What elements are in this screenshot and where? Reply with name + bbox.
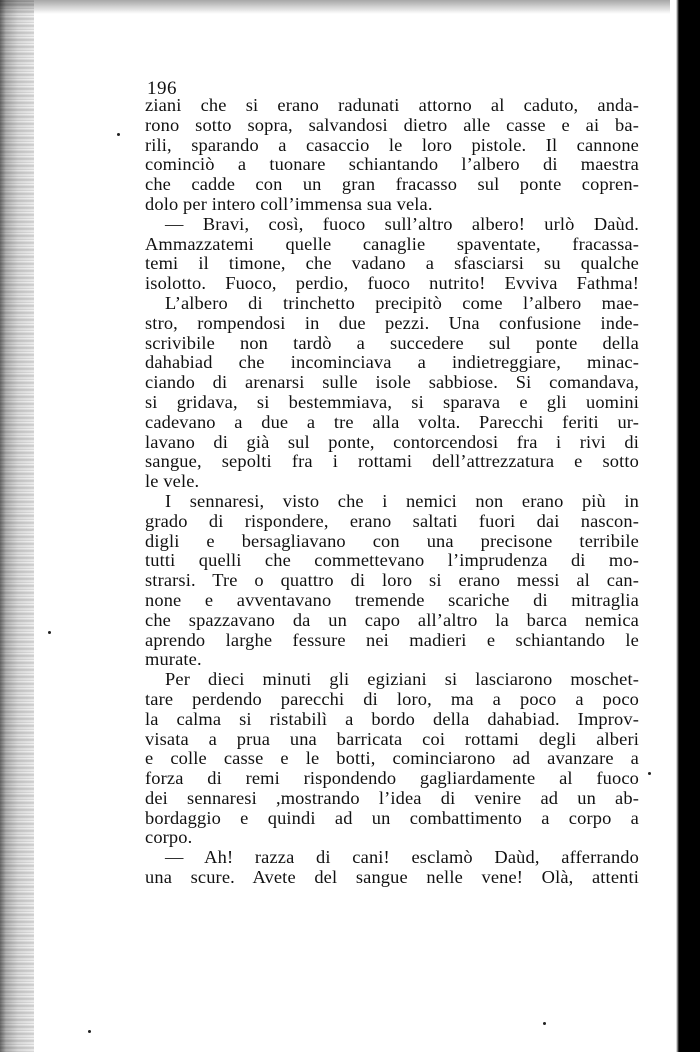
scan-speck — [88, 1030, 91, 1033]
text-line: la calma si ristabilì a bordo della dahabiad. Improv- — [145, 708, 639, 729]
text-line: grado di rispondere, erano saltati fuori dai nascon- — [145, 510, 639, 531]
text-line: Ammazzatemi quelle canaglie spaventate, fracassa- — [145, 233, 639, 254]
scan-speck — [48, 631, 51, 634]
text-line: lavano di già sul ponte, contorcendosi fra i rivi di — [145, 431, 639, 452]
text-line: I sennaresi, visto che i nemici non erano più in — [165, 490, 639, 511]
text-line: — Bravi, così, fuoco sull’altro albero! urlò Daùd. — [165, 213, 639, 234]
text-line: visata a prua una barricata coi rottami degli alberi — [145, 728, 639, 749]
text-line: sangue, sepolti fra i rottami dell’attrezzatura e sotto — [145, 451, 639, 472]
text-line: bordaggio e quindi ad un combattimento a corpo a — [145, 807, 639, 828]
text-line: e colle casse e le botti, cominciarono ad avanzare a — [145, 748, 639, 769]
text-line: cominciò a tuonare schiantando l’albero di maestra — [145, 154, 639, 175]
text-line: che spazzavano da un capo all’altro la barca nemica — [145, 609, 639, 630]
page-number: 196 — [147, 78, 177, 99]
text-line: digli e bersagliavano con una precisone terribile — [145, 530, 639, 551]
scan-speck — [543, 1022, 546, 1025]
text-line: dolo per intero coll’immensa sua vela. — [145, 193, 433, 214]
text-line: temi il timone, che vadano a sfasciarsi su qualche — [145, 253, 639, 274]
text-line: L’albero di trinchetto precipitò come l’albero mae- — [165, 292, 639, 313]
scan-top-shadow — [0, 0, 700, 14]
scan-speck — [117, 133, 120, 136]
text-line: stro, rompendosi in due pezzi. Una confusione inde- — [145, 312, 639, 333]
text-line: si gridava, si bestemmiava, si sparava e gli uomini — [145, 391, 639, 412]
text-line: una scure. Avete del sangue nelle vene! Olà, attenti — [145, 867, 639, 888]
text-line: rono sotto sopra, salvandosi dietro alle casse e ai ba- — [145, 114, 639, 135]
text-line: none e avventavano tremende scariche di mitraglia — [145, 589, 639, 610]
text-line: che cadde con un gran fracasso sul ponte copren- — [145, 174, 639, 195]
scan-left-binding-shadow — [0, 0, 34, 1052]
text-line: dei sennaresi ,mostrando l’idea di venire ad un ab- — [145, 787, 639, 808]
text-line: dahabiad che incominciava a indietreggiare, minac- — [145, 352, 639, 373]
text-line: forza di remi rispondendo gagliardamente al fuoco — [145, 768, 639, 789]
body-text — [145, 96, 639, 888]
text-line: Per dieci minuti gli egiziani si lasciarono moschet- — [165, 669, 639, 690]
text-line: tare perdendo parecchi di loro, ma a poco a poco — [145, 688, 639, 709]
text-line: tutti quelli che commettevano l’imprudenza di mo- — [145, 550, 639, 571]
text-line: scrivibile non tardò a succedere sul ponte della — [145, 332, 639, 353]
text-line: cadevano a due a tre alla volta. Parecchi feriti ur- — [145, 411, 639, 432]
text-line: ciando di arenarsi sulle isole sabbiose. Si comandava, — [145, 372, 639, 393]
text-line: le vele. — [145, 471, 200, 492]
scan-speck — [648, 772, 651, 775]
text-line: corpo. — [145, 827, 193, 848]
text-line: murate. — [145, 649, 202, 670]
text-line: aprendo larghe fessure nei madieri e schiantando le — [145, 629, 639, 650]
scan-right-border — [670, 0, 700, 1052]
text-line: rili, sparando a casaccio le loro pistole. Il cannone — [145, 134, 639, 155]
text-line: — Ah! razza di cani! esclamò Daùd, afferrando — [165, 847, 639, 868]
text-line: isolotto. Fuoco, perdio, fuoco nutrito! Evviva Fathma! — [145, 273, 639, 294]
text-line: strarsi. Tre o quattro di loro si erano messi al can- — [145, 570, 639, 591]
text-line: ziani che si erano radunati attorno al caduto, anda- — [145, 95, 639, 115]
